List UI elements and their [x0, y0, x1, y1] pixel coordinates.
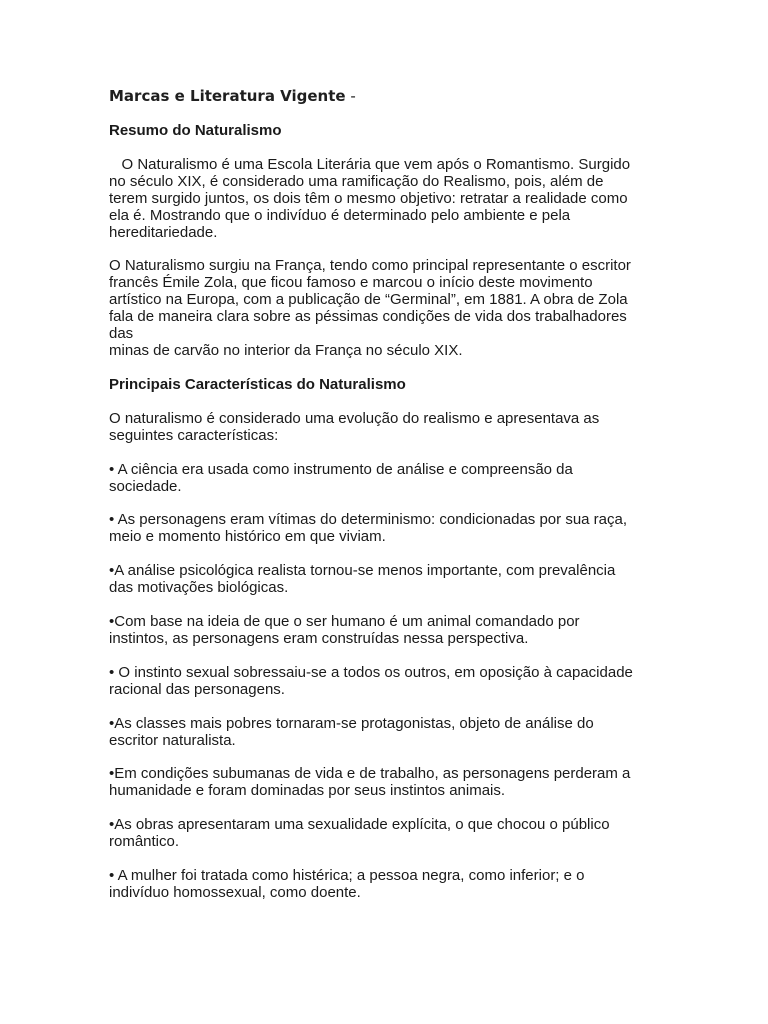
paragraph-resumo-2: O Naturalismo surgiu na França, tendo como principal representante o escritor francês Émile Zola, que ficou famoso e marcou o início deste movimento artístico na Europa, com a publicação de “Germinal”, em 1881. A obra de Zola fala de maneira clara sobre as péssimas condições de vida dos trabalhadores das minas de carvão no interior da França no século XIX.: [109, 257, 631, 359]
list-item: •Em condições subumanas de vida e de trabalho, as personagens perderam a humanidade e foram dominadas por seus instintos animais.: [109, 765, 631, 800]
paragraph-caracteristicas-intro: O naturalismo é considerado uma evolução do realismo e apresentava as seguintes características:: [109, 409, 600, 444]
section-heading-caracteristicas: Principais Características do Naturalismo: [109, 375, 406, 393]
list-item: • As personagens eram vítimas do determinismo: condicionadas por sua raça, meio e momento histórico em que viviam.: [109, 511, 628, 546]
section-heading-resumo: Resumo do Naturalismo: [109, 122, 282, 139]
list-item: • A mulher foi tratada como histérica; a pessoa negra, como inferior; e o indivíduo homossexual, como doente.: [109, 867, 585, 901]
list-item: •A análise psicológica realista tornou-se menos importante, com prevalência das motivações biológicas.: [109, 562, 616, 597]
list-item: •As obras apresentaram uma sexualidade explícita, o que chocou o público romântico.: [109, 816, 610, 851]
document-title: [109, 86, 654, 106]
document-title-suffix: -: [345, 87, 356, 105]
list-item: •As classes mais pobres tornaram-se protagonistas, objeto de análise do escritor naturalista.: [109, 714, 594, 749]
document-page: [109, 86, 654, 919]
list-item: • O instinto sexual sobressaiu-se a todos os outros, em oposição à capacidade racional das personagens.: [109, 663, 633, 698]
list-item: • A ciência era usada como instrumento de análise e compreensão da sociedade.: [109, 460, 573, 495]
characteristics-list: [109, 462, 654, 902]
paragraph-resumo-1: O Naturalismo é uma Escola Literária que vem após o Romantismo. Surgido no século XIX, é considerado uma ramificação do Realismo, pois, além de terem surgido juntos, os dois têm o mesmo objetivo: retratar a realidade como ela é. Mostrando que o indivíduo é determinado pelo ambiente e pela hereditariedade.: [109, 155, 631, 241]
document-title-text: Marcas e Literatura Vigente: [109, 87, 346, 105]
list-item: •Com base na ideia de que o ser humano é um animal comandado por instintos, as personagens eram construídas nessa perspectiva.: [109, 613, 580, 647]
